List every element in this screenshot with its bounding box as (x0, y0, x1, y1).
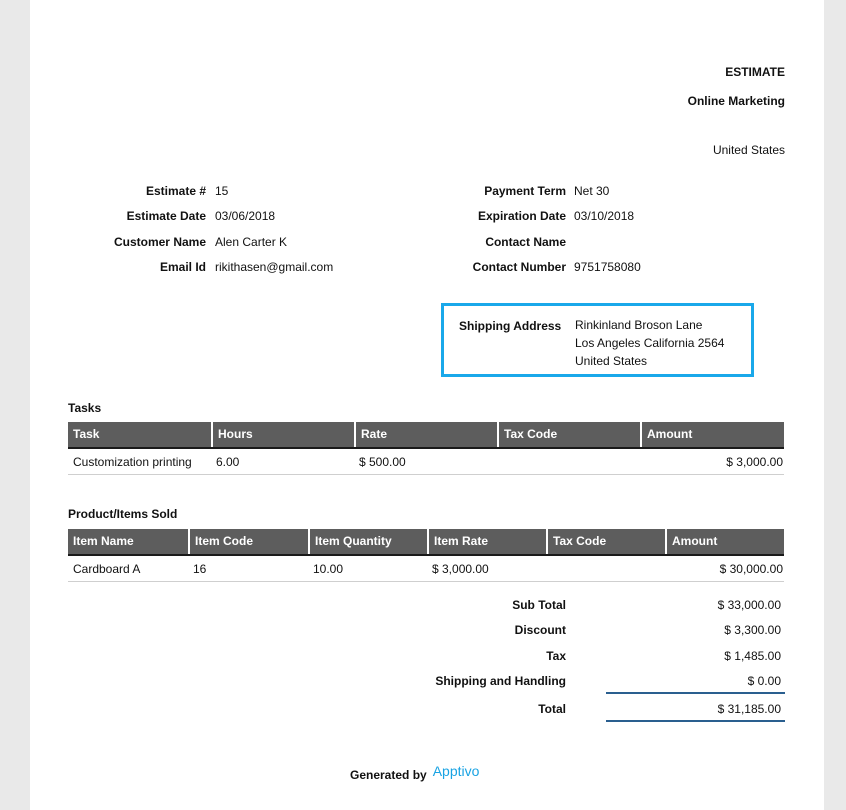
tasks-section-title: Tasks (68, 401, 102, 415)
tax-code-cell (546, 556, 665, 581)
tasks-table-header (68, 422, 784, 449)
column-header-amount: Amount (640, 422, 784, 447)
shipping-handling-value: $ 0.00 (747, 674, 781, 688)
estimate-number-value: 15 (215, 184, 229, 198)
tax-label: Tax (546, 649, 566, 663)
products-table-header (68, 529, 784, 556)
discount-row (30, 622, 824, 638)
shipping-handling-row (30, 673, 824, 689)
column-header-item-name: Item Name (73, 534, 134, 548)
total-value: $ 31,185.00 (717, 702, 781, 716)
email-row (30, 260, 430, 275)
item-name-cell: Cardboard A (73, 562, 141, 576)
products-section-title: Product/Items Sold (68, 507, 178, 521)
contact-number-row (430, 260, 824, 275)
footer (350, 763, 480, 782)
estimate-date-row (30, 209, 430, 224)
estimate-date-label: Estimate Date (126, 209, 206, 223)
customer-name-row (30, 235, 430, 250)
table-row (68, 556, 784, 582)
payment-term-row (430, 184, 824, 199)
amount-cell: $ 3,000.00 (726, 455, 783, 469)
subtotal-row (30, 597, 824, 613)
generated-by-label: Generated by (350, 768, 427, 782)
column-header-task: Task (73, 427, 100, 441)
payment-term-label: Payment Term (484, 184, 566, 198)
shipping-handling-label: Shipping and Handling (435, 674, 566, 688)
expiration-date-label: Expiration Date (477, 209, 566, 223)
hours-cell: 6.00 (216, 455, 240, 469)
estimate-number-label: Estimate # (145, 184, 206, 198)
expiration-date-value: 03/10/2018 (574, 209, 635, 223)
column-header-tax-code: Tax Code (546, 529, 665, 554)
total-label: Total (538, 702, 566, 716)
email-value: rikithasen@gmail.com (215, 260, 334, 274)
estimate-number-row (30, 184, 430, 199)
contact-number-value: 9751758080 (574, 260, 641, 274)
rate-cell: $ 500.00 (359, 455, 406, 469)
shipping-address-label: Shipping Address (459, 319, 562, 333)
discount-value: $ 3,300.00 (724, 623, 781, 637)
item-code-cell: 16 (193, 562, 207, 576)
customer-name-value: Alen Carter K (215, 235, 288, 249)
column-header-item-code: Item Code (188, 529, 308, 554)
tax-row (30, 648, 824, 664)
column-header-amount: Amount (665, 529, 784, 554)
contact-name-row (430, 235, 824, 250)
payment-term-value: Net 30 (574, 184, 610, 198)
company-name: Online Marketing (687, 94, 785, 108)
discount-label: Discount (514, 623, 566, 637)
shipping-address-line: Los Angeles California 2564 (575, 336, 725, 350)
item-quantity-cell: 10.00 (313, 562, 344, 576)
expiration-date-row (430, 209, 824, 224)
tax-code-cell (497, 449, 640, 474)
shipping-address-box (441, 303, 754, 377)
shipping-address-lines (575, 316, 724, 370)
shipping-address-line: United States (575, 354, 648, 368)
total-bottom-rule (606, 720, 785, 722)
table-row (68, 449, 784, 475)
amount-cell: $ 30,000.00 (719, 562, 783, 576)
apptivo-logo: Apptivo (432, 763, 480, 779)
subtotal-label: Sub Total (512, 598, 566, 612)
column-header-item-rate: Item Rate (427, 529, 546, 554)
shipping-address-line: Rinkinland Broson Lane (575, 318, 703, 332)
contact-number-label: Contact Number (472, 260, 566, 274)
total-row (30, 701, 824, 717)
column-header-tax-code: Tax Code (497, 422, 640, 447)
company-country: United States (712, 143, 785, 157)
customer-name-label: Customer Name (113, 235, 206, 249)
estimate-document (30, 0, 824, 810)
products-table (68, 529, 784, 582)
item-rate-cell: $ 3,000.00 (432, 562, 489, 576)
column-header-rate: Rate (354, 422, 497, 447)
task-cell: Customization printing (73, 455, 192, 469)
column-header-item-quantity: Item Quantity (308, 529, 427, 554)
total-top-rule (606, 692, 785, 694)
email-label: Email Id (159, 260, 206, 274)
contact-name-label: Contact Name (485, 235, 566, 249)
column-header-hours: Hours (211, 422, 354, 447)
tax-value: $ 1,485.00 (724, 649, 781, 663)
estimate-date-value: 03/06/2018 (215, 209, 276, 223)
tasks-table (68, 422, 784, 475)
subtotal-value: $ 33,000.00 (717, 598, 781, 612)
document-title: ESTIMATE (725, 65, 785, 79)
